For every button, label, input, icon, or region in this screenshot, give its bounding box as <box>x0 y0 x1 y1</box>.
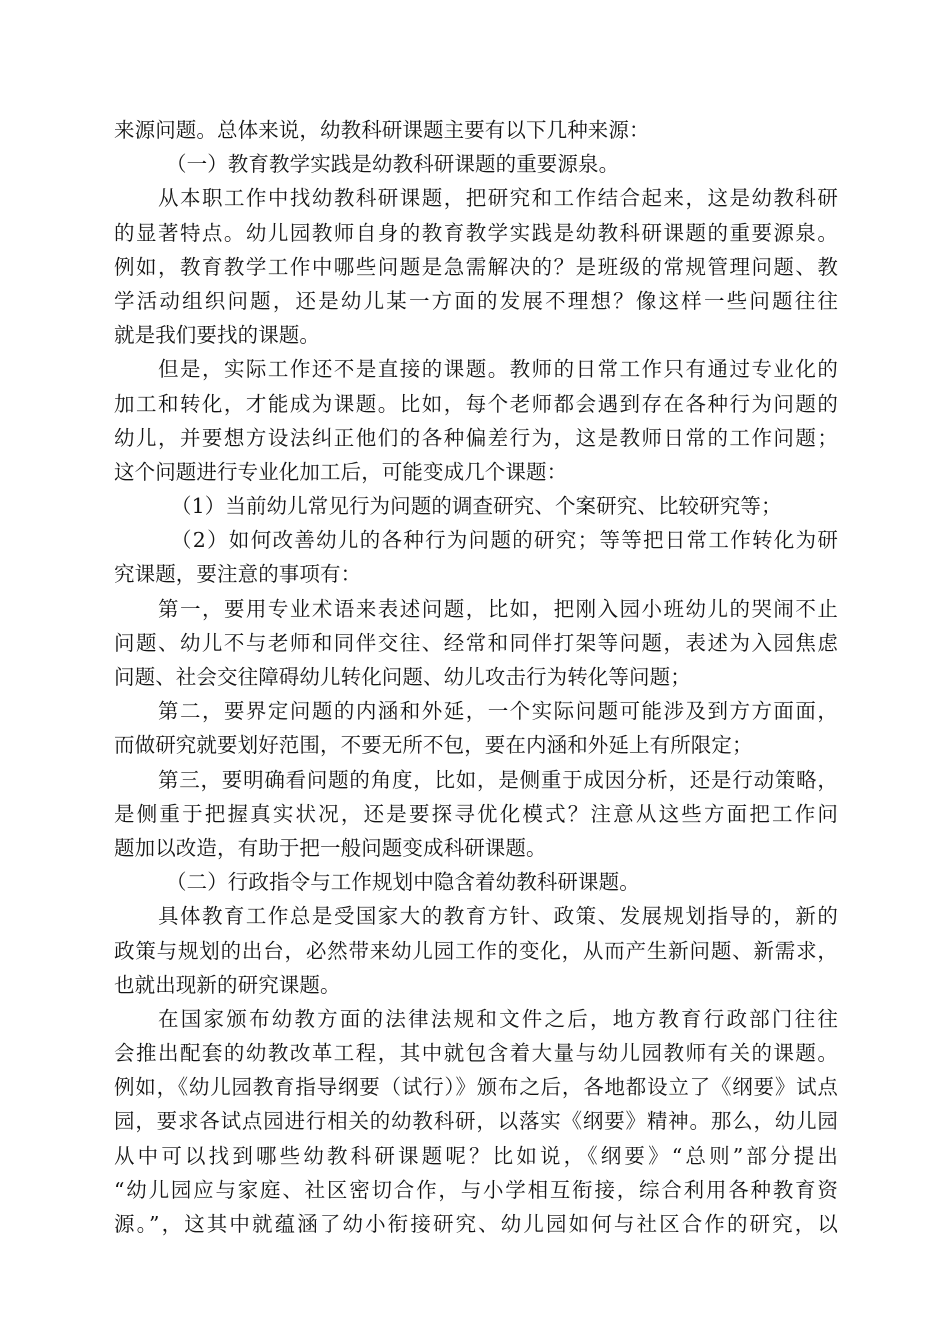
section-heading: （一）教育教学实践是幼教科研课题的重要源泉。 <box>166 152 620 177</box>
text-line: 从中可以找到哪些幼教科研课题呢？比如说，《纲要》“总则”部分提出 <box>114 1143 838 1168</box>
text-line: 来源问题。总体来说，幼教科研课题主要有以下几种来源： <box>114 118 650 142</box>
list-item: （2）如何改善幼儿的各种行为问题的研究；等等把日常工作转化为研 <box>171 528 838 553</box>
text-line: 这个问题进行专业化加工后，可能变成几个课题： <box>114 459 568 484</box>
text-line: 从本职工作中找幼教科研课题，把研究和工作结合起来，这是幼教科研 <box>158 186 838 211</box>
text-line: 问题、幼儿不与老师和同伴交往、经常和同伴打架等问题，表述为入园焦虑 <box>114 630 838 655</box>
text-line: 也就出现新的研究课题。 <box>114 972 341 997</box>
text-line: 加工和转化，才能成为课题。比如，每个老师都会遇到存在各种行为问题的 <box>114 391 838 416</box>
document-body <box>114 113 838 1241</box>
text-line: 具体教育工作总是受国家大的教育方针、政策、发展规划指导的，新的 <box>158 904 838 929</box>
text-line: 在国家颁布幼教方面的法律法规和文件之后，地方教育行政部门往往 <box>158 1006 838 1031</box>
text-line: 例如，教育教学工作中哪些问题是急需解决的？是班级的常规管理问题、教 <box>114 254 838 279</box>
text-line: 会推出配套的幼教改革工程，其中就包含着大量与幼儿园教师有关的课题。 <box>114 1041 838 1066</box>
text-line: 第三，要明确看问题的角度，比如，是侧重于成因分析，还是行动策略， <box>158 767 838 792</box>
text-line: 但是，实际工作还不是直接的课题。教师的日常工作只有通过专业化的 <box>158 357 838 382</box>
text-line: 园，要求各试点园进行相关的幼教科研，以落实《纲要》精神。那么，幼儿园 <box>114 1109 838 1134</box>
text-line: 例如，《幼儿园教育指导纲要（试行）》颁布之后，各地都设立了《纲要》试点 <box>114 1075 838 1100</box>
section-heading: （二）行政指令与工作规划中隐含着幼教科研课题。 <box>166 870 640 895</box>
text-line: 源。”，这其中就蕴涵了幼小衔接研究、幼儿园如何与社区合作的研究，以 <box>114 1212 838 1236</box>
text-line: “幼儿园应与家庭、社区密切合作，与小学相互衔接，综合利用各种教育资 <box>114 1177 838 1202</box>
text-line: 而做研究就要划好范围，不要无所不包，要在内涵和外延上有所限定； <box>114 733 753 758</box>
text-line: 第二，要界定问题的内涵和外延，一个实际问题可能涉及到方方面面， <box>158 699 838 724</box>
text-line: 第一，要用专业术语来表述问题，比如，把刚入园小班幼儿的哭闹不止 <box>158 596 838 621</box>
text-line: 的显著特点。幼儿园教师自身的教育教学实践是幼教科研课题的重要源泉。 <box>114 220 838 245</box>
text-line: 是侧重于把握真实状况，还是要探寻优化模式？注意从这些方面把工作问 <box>114 801 838 826</box>
text-line: 题加以改造，有助于把一般问题变成科研课题。 <box>114 835 547 860</box>
text-line: 幼儿，并要想方设法纠正他们的各种偏差行为，这是教师日常的工作问题； <box>114 425 838 450</box>
text-line: 学活动组织问题，还是幼儿某一方面的发展不理想？像这样一些问题往往 <box>114 288 838 313</box>
text-line: 问题、社会交往障碍幼儿转化问题、幼儿攻击行为转化等问题； <box>114 665 691 689</box>
list-item: （1）当前幼儿常见行为问题的调查研究、个案研究、比较研究等； <box>171 494 782 519</box>
text-line: 政策与规划的出台，必然带来幼儿园工作的变化，从而产生新问题、新需求， <box>114 938 838 963</box>
text-line: 就是我们要找的课题。 <box>114 323 320 348</box>
text-line: 究课题，要注意的事项有： <box>114 562 362 587</box>
